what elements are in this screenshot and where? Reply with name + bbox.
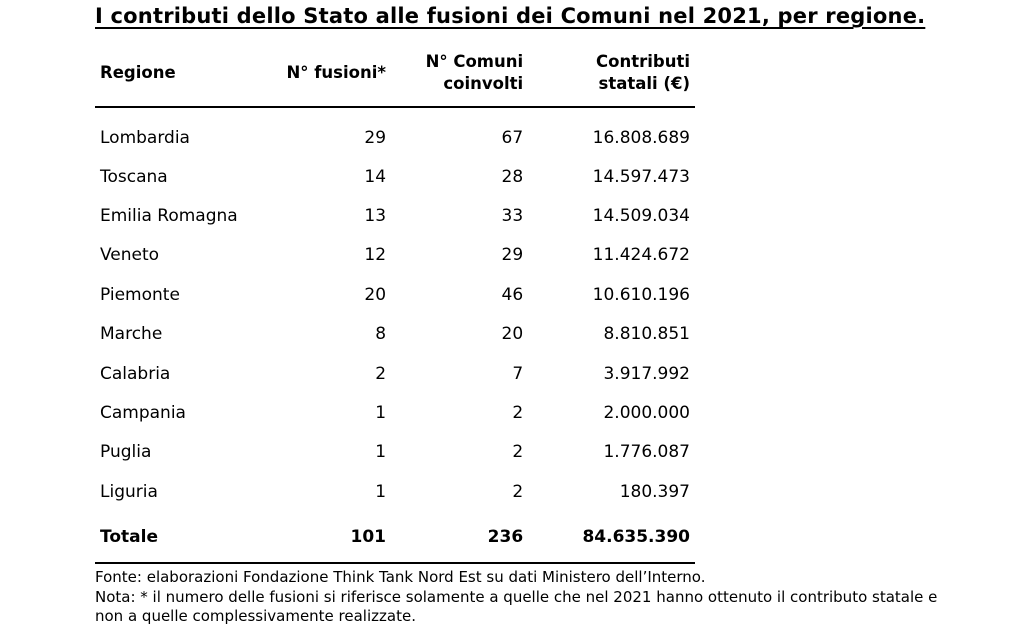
- cell-regione: Toscana: [100, 166, 168, 187]
- cell-regione: Emilia Romagna: [100, 206, 238, 227]
- cell-fusioni: 13: [364, 206, 387, 227]
- column-header-comuni-line2: coinvolti: [443, 74, 524, 93]
- column-header-contributi: [528, 40, 695, 107]
- data-table: [95, 40, 695, 564]
- cell-contributi: 14.597.473: [592, 166, 690, 187]
- cell-comuni: 7: [512, 363, 524, 384]
- cell-regione: Veneto: [100, 245, 160, 266]
- cell-comuni: 28: [501, 166, 524, 187]
- cell-fusioni: 2: [375, 363, 387, 384]
- table-row: [95, 433, 695, 472]
- table-row: [95, 275, 695, 314]
- cell-regione: Calabria: [100, 363, 171, 384]
- cell-fusioni: 20: [364, 284, 387, 305]
- table-row: [95, 354, 695, 393]
- cell-contributi: 2.000.000: [603, 403, 690, 424]
- column-header-regione: Regione: [95, 40, 268, 107]
- cell-regione: Puglia: [100, 442, 152, 463]
- table-row: [95, 157, 695, 196]
- cell-fusioni: 29: [364, 127, 387, 148]
- cell-contributi: 8.810.851: [603, 324, 690, 345]
- cell-regione: Liguria: [100, 481, 158, 502]
- cell-comuni: 20: [501, 324, 524, 345]
- cell-comuni: 2: [512, 481, 524, 502]
- cell-fusioni: 1: [375, 481, 387, 502]
- column-header-contributi-line2: statali (€): [598, 74, 690, 93]
- cell-contributi: 180.397: [619, 481, 690, 502]
- table-row: [95, 472, 695, 511]
- total-fusioni: 101: [268, 512, 391, 563]
- total-contributi: 84.635.390: [528, 512, 695, 563]
- table-row: [95, 236, 695, 275]
- cell-regione: Campania: [100, 403, 186, 424]
- cell-comuni: 2: [512, 403, 524, 424]
- cell-regione: Marche: [100, 324, 163, 345]
- source-note: Fonte: elaborazioni Fondazione Think Tank Nord Est su dati Ministero dell’Interno.: [95, 568, 706, 586]
- cell-contributi: 3.917.992: [603, 363, 690, 384]
- cell-comuni: 67: [501, 127, 524, 148]
- cell-regione: Lombardia: [100, 127, 190, 148]
- cell-comuni: 46: [501, 284, 524, 305]
- footnote: Nota: * il numero delle fusioni si riferisce solamente a quelle che nel 2021 hanno ottenuto il contributo statale e non a quelle complessivamente realizzate.: [95, 587, 938, 625]
- table-row: [95, 196, 695, 235]
- cell-fusioni: 12: [364, 245, 387, 266]
- cell-comuni: 2: [512, 442, 524, 463]
- table-row: [95, 393, 695, 432]
- total-label: Totale: [95, 512, 268, 563]
- cell-fusioni: 1: [375, 403, 387, 424]
- column-header-comuni: [391, 40, 528, 107]
- table-row: [95, 107, 695, 157]
- cell-fusioni: 1: [375, 442, 387, 463]
- cell-contributi: 11.424.672: [592, 245, 690, 266]
- cell-fusioni: 8: [375, 324, 387, 345]
- cell-comuni: 29: [501, 245, 524, 266]
- column-header-comuni-line1: N° Comuni: [425, 52, 524, 71]
- table-header-row: [95, 40, 695, 107]
- cell-comuni: 33: [501, 206, 524, 227]
- table-row: [95, 315, 695, 354]
- column-header-contributi-line1: Contributi: [596, 52, 690, 71]
- cell-contributi: 16.808.689: [592, 127, 690, 148]
- footnotes: [95, 568, 965, 627]
- table-total-row: [95, 512, 695, 563]
- column-header-fusioni: N° fusioni*: [268, 40, 391, 107]
- cell-contributi: 1.776.087: [603, 442, 690, 463]
- total-comuni: 236: [391, 512, 528, 563]
- page-title: I contributi dello Stato alle fusioni dei Comuni nel 2021, per regione.: [95, 4, 926, 28]
- cell-contributi: 10.610.196: [592, 284, 690, 305]
- cell-regione: Piemonte: [100, 284, 180, 305]
- cell-fusioni: 14: [364, 166, 387, 187]
- cell-contributi: 14.509.034: [592, 206, 690, 227]
